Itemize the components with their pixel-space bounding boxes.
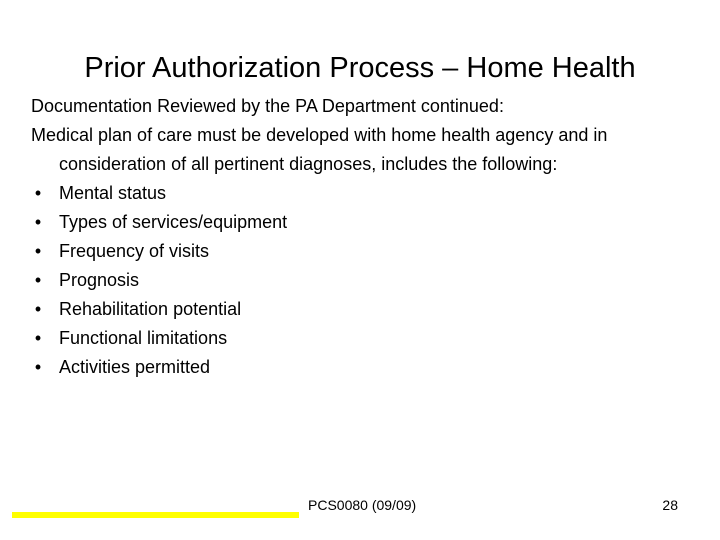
list-item-text: Activities permitted [59, 357, 211, 377]
bullet-icon: • [34, 357, 42, 377]
footer-document-code: PCS0080 (09/09) [308, 497, 417, 513]
list-item-text: Functional limitations [59, 328, 228, 348]
list-item [31, 179, 691, 208]
list-item-text: Mental status [59, 183, 167, 203]
list-item-text: Prognosis [59, 270, 140, 290]
footer-accent-bar [12, 512, 299, 518]
list-item-text: Frequency of visits [59, 241, 210, 261]
bullet-icon: • [34, 212, 42, 232]
bullet-list [31, 179, 691, 382]
list-item-text: Types of services/equipment [59, 212, 288, 232]
list-item [31, 208, 691, 237]
list-item [31, 237, 691, 266]
bullet-icon: • [34, 328, 42, 348]
bullet-icon: • [34, 299, 42, 319]
list-item [31, 353, 691, 382]
list-item [31, 266, 691, 295]
slide-body [31, 92, 691, 382]
list-item-text: Rehabilitation potential [59, 299, 242, 319]
list-item [31, 295, 691, 324]
intro-text: Documentation Reviewed by the PA Department continued: [31, 96, 504, 116]
page-number: 28 [662, 497, 678, 513]
slide-title: Prior Authorization Process – Home Health [84, 52, 636, 84]
lead-paragraph: Medical plan of care must be developed with home health agency and in consideration of all pertinent diagnoses, includes the following: [31, 125, 608, 174]
bullet-icon: • [34, 241, 42, 261]
list-item [31, 324, 691, 353]
bullet-icon: • [34, 270, 42, 290]
bullet-icon: • [34, 183, 42, 203]
